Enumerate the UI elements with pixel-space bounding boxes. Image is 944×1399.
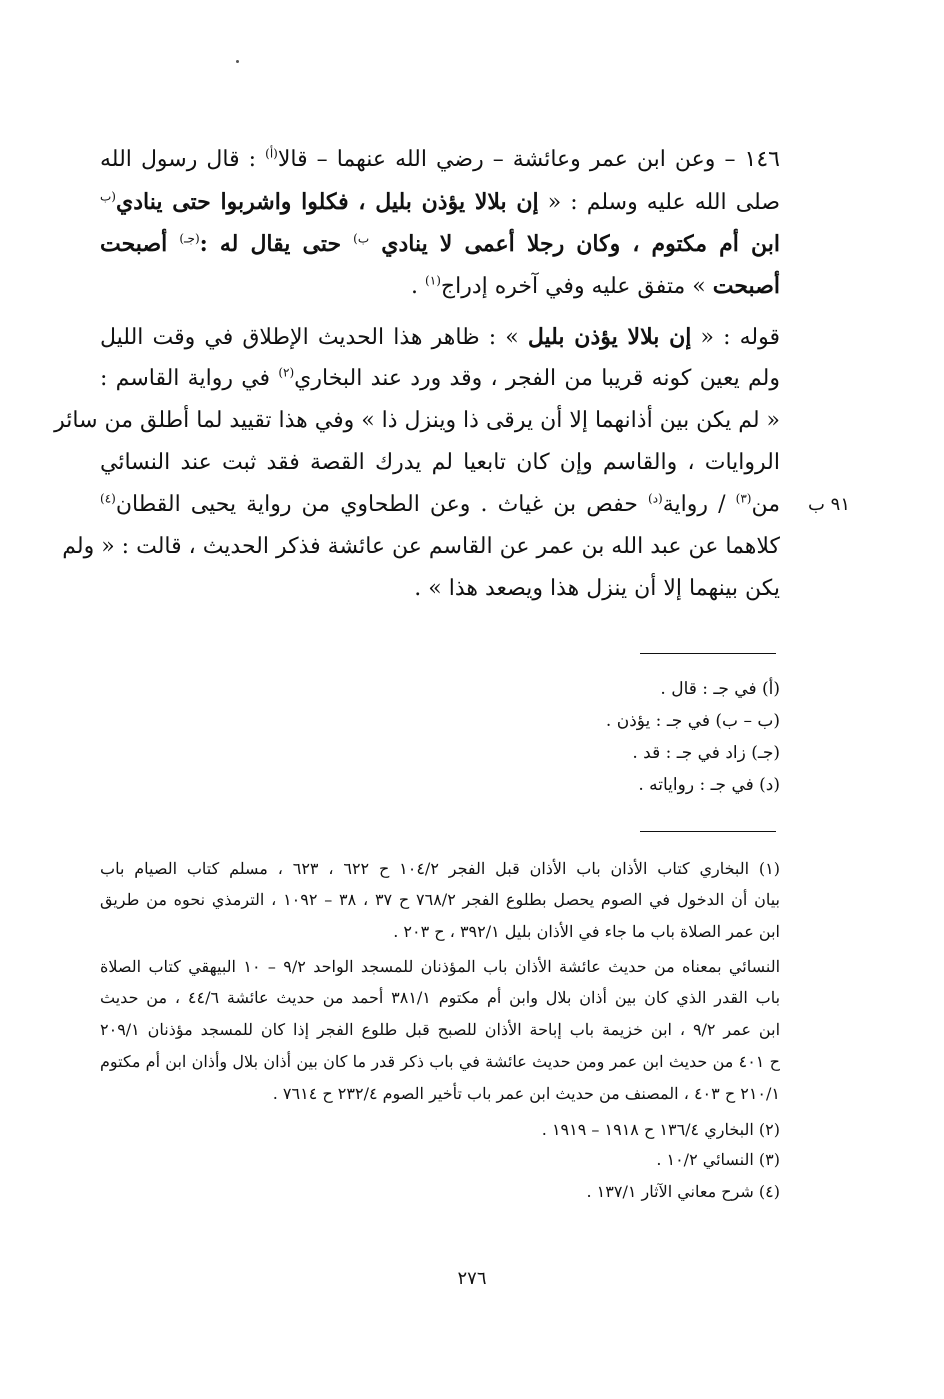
variant-note: (د) في جـ : رواياته . [638,775,780,795]
reference-footnote-line: ابن عمر ٩/٢ ، ابن خزيمة باب إباحة الأذان للصبح قبل طلوع الفجر إذا كان للمسجد مؤذنان ٢٠٩/١ [100,1020,781,1039]
reference-footnotes [100,0,780,1240]
reference-footnote-line: بيان أن الدخول في الصوم يحصل بطلوع الفجر ٧٦٨/٢ ح ٣٧ ، ٣٨ – ١٠٩٢ ، الترمذي نحوه من طريق [100,890,781,909]
variant-note: (جـ) زاد في جـ : قد . [632,743,780,763]
reference-footnote-line: باب القدر الذي كان بين أذان بلال وابن أم مكتوم ٣٨١/١ أحمد من حديث عائشة ٤٤/٦ ، من حديث [100,988,781,1007]
text-run: » : ظاهر هذا الحديث الإطلاق في وقت الليل [100,325,528,350]
text-run: . [411,274,426,299]
hadith-text: أصبحت [100,231,180,257]
note-marker: (٤) [100,491,116,506]
text-run: : قال رسول الله [100,147,266,172]
note-marker: ب) [353,231,370,246]
reference-footnote-line: ابن عمر الصلاة باب ما جاء في الأذان بليل ٣٩٢/١ ، ح ٢٠٣ . [393,922,780,941]
variant-note: (أ) في جـ : قال . [660,679,780,699]
text-run: ١٤٦ – وعن ابن عمر وعائشة – رضي الله عنهما – قالا [277,147,780,172]
hadith-text: ابن أم مكتوم ، وكان رجلا أعمى لا ينادي [369,231,780,257]
reference-footnote-line: (١) البخاري كتاب الأذان باب الأذان قبل الفجر ١٠٤/٢ ح ٦٢٢ ، ٦٢٣ ، مسلم كتاب الصيام باب [100,859,781,878]
note-marker: (٢) [278,365,295,380]
reference-footnote-line: ح ٤٠١ من حديث ابن عمر ومن حديث عائشة في باب ذكر قدر ما كان بين أذان بلال وأذان ابن أم مكتوم [100,1052,780,1071]
reference-footnote-line: (٤) شرح معاني الآثار ١٣٧/١ . [586,1182,780,1201]
reference-footnote-line: (٢) البخاري ١٣٦/٤ ح ١٩١٨ – ١٩١٩ . [541,1120,780,1139]
note-marker: (ب [100,189,116,204]
hadith-text: حتى يقال له : [199,231,354,257]
hadith-text: إن بلالا يؤذن بليل ، فكلوا واشربوا حتى ينادي [115,189,539,215]
text-run: » متفق عليه وفي آخره إدراج [440,274,713,299]
reference-footnote-line: (٣) النسائي ١٠/٢ . [656,1150,780,1169]
text-run: الروايات ، والقاسم وإن كان تابعيا لم يدرك القصة فقد ثبت عند النسائي [100,450,780,475]
text-run: ولم يعين كونه قريبا من الفجر ، وقد ورد عند البخاري [294,366,780,391]
note-marker: (جـ) [179,231,200,246]
margin-folio-note: ٩١ ب [808,494,851,515]
text-run: / رواية [662,492,736,517]
note-marker: (٣) [735,491,752,506]
reference-footnote-line: ٢١٠/١ ح ٤٠٣ ، المصنف من حديث ابن عمر باب تأخير الصوم ٢٣٢/٤ ح ٧٦١٤ . [272,1084,780,1103]
note-marker: (د) [648,491,663,506]
text-run: كلاهما عن عبد الله بن عمر عن القاسم عن عائشة فذكر الحديث ، قالت : « ولم [62,534,780,559]
hadith-text: أصبحت [712,273,780,299]
text-run: يكن بينهما إلا أن ينزل هذا ويصعد هذا » . [414,576,780,601]
text-run: « لم يكن بين أذانهما إلا أن يرقى ذا وينزل ذا » وفي هذا تقييد لما أطلق من سائر [54,408,780,433]
text-run: صلى الله عليه وسلم : « [538,190,780,215]
text-run: في رواية القاسم : [100,366,279,391]
variant-note: (ب – ب) في جـ : يؤذن . [605,711,780,731]
text-run: قوله : « [691,325,780,350]
note-marker: (أ) [265,146,278,161]
text-run: حفص بن غياث . وعن الطحاوي من رواية يحيى القطان [115,492,649,517]
hadith-text: إن بلالا يؤذن بليل [527,324,692,350]
reference-footnote-line: النسائي بمعناه من حديث عائشة الأذان باب المؤذنان للمسجد الواحد ٩/٢ – ١٠ البيهقي كتاب الصلاة [100,957,781,976]
text-run: من [751,492,780,517]
page-number: ٢٧٦ [457,1268,487,1289]
note-marker: (١) [425,273,441,288]
